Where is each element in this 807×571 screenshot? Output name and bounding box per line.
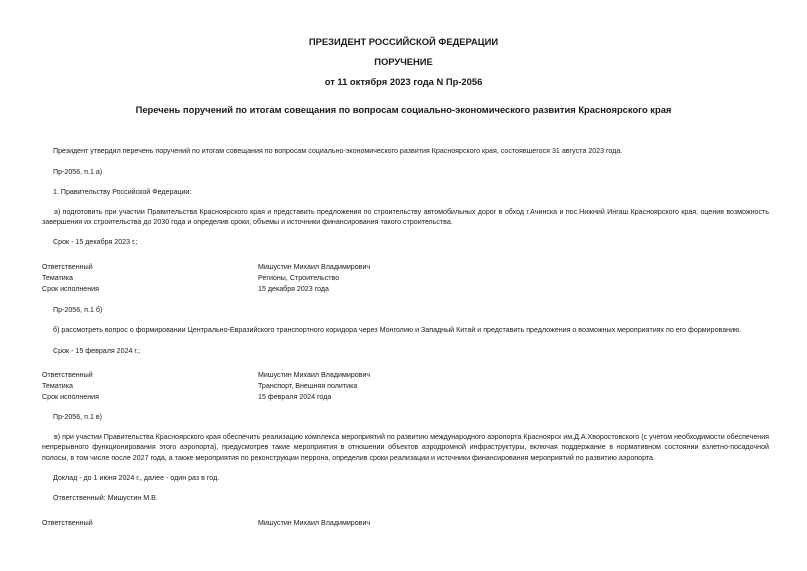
- issuer-heading: ПРЕЗИДЕНТ РОССИЙСКОЙ ФЕДЕРАЦИИ: [308, 36, 499, 47]
- document-subject: Перечень поручений по итогам совещания по вопросам социально-экономического развития Красноярского края: [135, 104, 672, 115]
- item-text: [42, 432, 769, 463]
- responsible-label: Ответственный: [42, 263, 93, 271]
- item-code: Пр-2056, п.1 б): [53, 306, 103, 314]
- section-heading: 1. Правительству Российской Федерации:: [53, 188, 192, 196]
- intro-paragraph: Президент утвердил перечень поручений по итогам совещания по вопросам социально-экономического развития Красноярского края, состоявшегося 31 августа 2023 года.: [53, 147, 623, 155]
- responsible-label: Ответственный: [42, 519, 93, 527]
- deadline-value: 15 декабря 2023 года: [258, 285, 329, 293]
- topic-value: Регионы, Строительство: [258, 274, 340, 282]
- item-text-body: а) подготовить при участии Правительства Красноярского края и представить предложения по строительству автомобильных дорог в обход г.Ачинска и пос.Нижний Ингаш Красноярского края, оценив возможность завершения их строительства до 2030 года и определив сроки, объемы и источники финансирования такого строительства.: [42, 208, 769, 227]
- item-term: Срок - 15 декабря 2023 г.;: [53, 238, 138, 246]
- deadline-label: Срок исполнения: [42, 285, 99, 293]
- item-text: [42, 207, 769, 228]
- item-text-body: в) при участии Правительства Красноярского края обеспечить реализацию комплекса мероприятий по развитию международного аэропорта Красноярск им.Д.А.Хворостовского (с учетом необходимости обеспечения непрерывного функционирования этого аэропорта), предусмотрев такие мероприятия в отношении объектов аэродромной инфраструктуры, включая поддержание в нормативном состоянии взлетно-посадочной полосы, в том числе после 2027 года, а также мероприятия по реконструкции перрона, определив сроки реализации и источники финансирования мероприятий по развитию аэропорта.: [42, 433, 769, 462]
- topic-value: Транспорт, Внешняя политика: [258, 382, 358, 390]
- responsible-label: Ответственный: [42, 371, 93, 379]
- responsible-line: Ответственный: Мишустин М.В.: [53, 494, 158, 502]
- item-term: Доклад - до 1 июня 2024 г., далее - один раз в год.: [53, 474, 220, 482]
- document-type: ПОРУЧЕНИЕ: [374, 56, 433, 67]
- item-code: Пр-2056, п.1 а): [53, 168, 103, 176]
- document-date-number: от 11 октября 2023 года N Пр-2056: [324, 76, 483, 87]
- deadline-label: Срок исполнения: [42, 393, 99, 401]
- item-code: Пр-2056, п.1 в): [53, 413, 102, 421]
- item-term: Срок - 15 февраля 2024 г.;: [53, 347, 141, 355]
- deadline-value: 15 февраля 2024 года: [258, 393, 332, 401]
- item-text: б) рассмотреть вопрос о формировании Центрально-Евразийского транспортного коридора через Монголию и Западный Китай и представить предложения о возможных мероприятиях по его формированию.: [53, 326, 742, 334]
- responsible-value: Мишустин Михаил Владимирович: [258, 519, 371, 527]
- topic-label: Тематика: [42, 274, 73, 282]
- responsible-value: Мишустин Михаил Владимирович: [258, 371, 371, 379]
- responsible-value: Мишустин Михаил Владимирович: [258, 263, 371, 271]
- topic-label: Тематика: [42, 382, 73, 390]
